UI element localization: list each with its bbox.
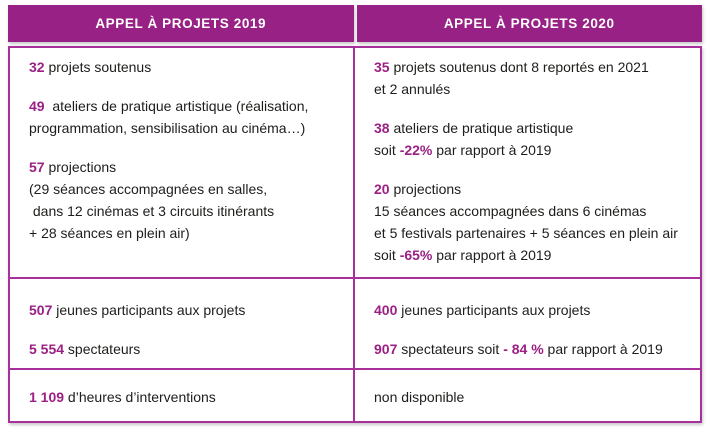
stat-paragraph: [374, 386, 684, 408]
highlight-value: -65%: [399, 247, 433, 263]
text-line: [29, 178, 337, 200]
text-line: [374, 299, 684, 321]
column-header-2019: APPEL À PROJETS 2019: [8, 5, 354, 42]
text-segment: par rapport à 2019: [543, 341, 663, 357]
text-line: [29, 222, 337, 244]
table-cell-r3-c1: [10, 368, 355, 421]
stat-paragraph: [29, 338, 337, 360]
stat-paragraph: [374, 338, 684, 360]
text-segment: ateliers de pratique artistique (réalisation,: [44, 98, 309, 114]
text-line: [374, 244, 684, 266]
text-line: [374, 117, 684, 139]
text-segment: (29 séances accompagnées en salles,: [29, 181, 268, 197]
stat-paragraph: [374, 178, 684, 266]
highlight-value: 35: [374, 59, 390, 75]
stat-paragraph: [29, 386, 337, 408]
highlight-value: 38: [374, 120, 390, 136]
text-segment: non disponible: [374, 389, 465, 405]
highlight-value: 5 554: [29, 341, 65, 357]
text-segment: et 2 annulés: [374, 81, 451, 97]
stat-paragraph: [29, 95, 337, 139]
highlight-value: 49: [29, 98, 45, 114]
text-segment: jeunes participants aux projets: [52, 302, 246, 318]
text-line: [29, 117, 337, 139]
text-segment: soit: [374, 247, 400, 263]
stat-paragraph: [29, 299, 337, 321]
stat-paragraph: [29, 56, 337, 78]
text-segment: par rapport à 2019: [432, 142, 552, 158]
highlight-value: 400: [374, 302, 398, 318]
highlight-value: 32: [29, 59, 45, 75]
stat-paragraph: [374, 117, 684, 161]
text-line: [29, 200, 337, 222]
text-segment: ateliers de pratique artistique: [389, 120, 574, 136]
text-line: [374, 56, 684, 78]
table-cell-r3-c2: [355, 368, 700, 421]
column-header-2020: APPEL À PROJETS 2020: [357, 5, 703, 42]
text-line: [29, 338, 337, 360]
text-line: [374, 178, 684, 200]
text-segment: dans 12 cinémas et 3 circuits itinérants: [29, 203, 275, 219]
highlight-value: -22%: [399, 142, 433, 158]
highlight-value: - 84 %: [503, 341, 544, 357]
text-line: [374, 200, 684, 222]
stat-paragraph: [29, 156, 337, 244]
text-line: [29, 386, 337, 408]
text-segment: programmation, sensibilisation au cinéma…): [29, 120, 306, 136]
text-line: [374, 139, 684, 161]
table-cell-r1-c2: [355, 48, 700, 277]
stat-paragraph: [374, 299, 684, 321]
text-segment: d’heures d’interventions: [64, 389, 216, 405]
highlight-value: 20: [374, 181, 390, 197]
text-line: [29, 95, 337, 117]
table-cell-r2-c2: [355, 277, 700, 368]
stat-paragraph: [374, 56, 684, 100]
text-segment: par rapport à 2019: [432, 247, 552, 263]
text-segment: spectateurs: [64, 341, 141, 357]
text-segment: spectateurs soit: [397, 341, 504, 357]
highlight-value: 907: [374, 341, 398, 357]
text-segment: soit: [374, 142, 400, 158]
text-line: [374, 222, 684, 244]
table-body: [8, 46, 702, 423]
text-segment: et 5 festivals partenaires + 5 séances en plein air: [374, 225, 678, 241]
text-line: [29, 156, 337, 178]
text-line: [374, 386, 684, 408]
text-segment: 15 séances accompagnées dans 6 cinémas: [374, 203, 647, 219]
highlight-value: 507: [29, 302, 53, 318]
text-segment: projections: [44, 159, 117, 175]
highlight-value: 57: [29, 159, 45, 175]
text-line: [29, 299, 337, 321]
table-cell-r1-c1: [10, 48, 355, 277]
text-line: [374, 78, 684, 100]
text-segment: projets soutenus dont 8 reportés en 2021: [389, 59, 649, 75]
text-segment: projets soutenus: [44, 59, 152, 75]
text-segment: + 28 séances en plein air): [29, 225, 190, 241]
text-segment: projections: [389, 181, 462, 197]
table-header-row: [8, 5, 702, 42]
table-cell-r2-c1: [10, 277, 355, 368]
comparison-table: [8, 5, 702, 423]
text-line: [374, 338, 684, 360]
text-line: [29, 56, 337, 78]
text-segment: jeunes participants aux projets: [397, 302, 591, 318]
highlight-value: 1 109: [29, 389, 65, 405]
